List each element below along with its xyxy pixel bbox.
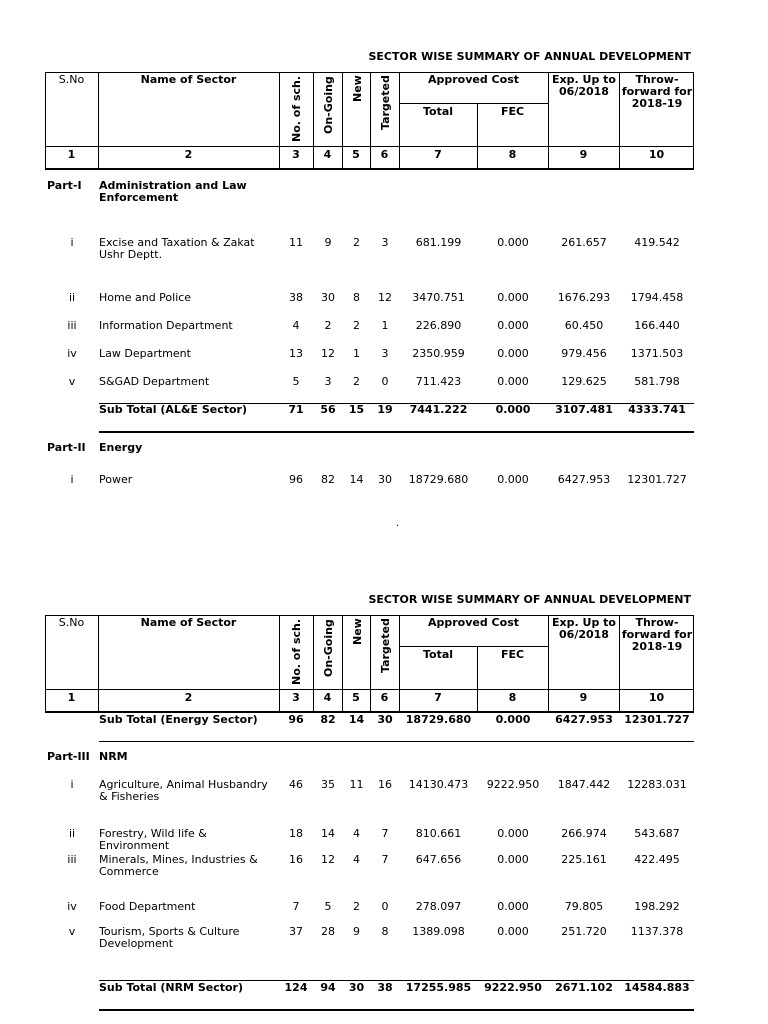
header-num: 9 — [579, 691, 588, 704]
header-num: 4 — [323, 691, 332, 704]
cell: 979.456 — [561, 347, 607, 360]
header-num: 6 — [380, 691, 389, 704]
cell: 0.000 — [497, 375, 529, 388]
cell: 1847.442 — [557, 778, 611, 791]
cell: 2671.102 — [555, 981, 613, 994]
cell: 6427.953 — [557, 473, 611, 486]
cell: 7 — [292, 900, 300, 913]
header-num: 1 — [67, 148, 76, 161]
page-title: SECTOR WISE SUMMARY OF ANNUAL DEVELOPMENT — [368, 50, 691, 63]
divider — [99, 1009, 694, 1011]
cell: 12301.727 — [624, 713, 690, 726]
cell: 12283.031 — [627, 778, 687, 791]
cell: 0.000 — [497, 236, 529, 249]
subtotal-name: Sub Total (NRM Sector) — [99, 981, 243, 994]
part-label: Part-III — [47, 750, 90, 763]
cell: 1137.378 — [630, 925, 684, 938]
row-name: Power — [99, 473, 133, 486]
cell: 38 — [377, 981, 393, 994]
row-sno: iv — [67, 347, 77, 360]
header-no-sch: No. of sch. — [290, 618, 303, 685]
cell: 11 — [289, 236, 303, 249]
cell: 9222.950 — [486, 778, 540, 791]
header-num: 5 — [352, 148, 360, 161]
header-new: New — [351, 618, 364, 645]
cell: 11 — [349, 778, 364, 791]
cell: 60.450 — [564, 319, 604, 332]
row-name: Tourism, Sports & Culture Development — [99, 925, 240, 950]
table-header — [45, 72, 694, 170]
part-name: Energy — [99, 441, 143, 454]
header-targeted: Targeted — [379, 75, 392, 130]
cell: 96 — [289, 473, 303, 486]
cell: 3107.481 — [555, 403, 613, 416]
cell: 2 — [324, 319, 332, 332]
cell: 37 — [289, 925, 303, 938]
header-ongoing: On-Going — [322, 76, 335, 134]
cell: 8 — [381, 925, 389, 938]
row-sno: ii — [68, 827, 76, 840]
row-sno: iii — [67, 319, 77, 332]
cell: 0.000 — [497, 853, 529, 866]
part-name: Administration and Law Enforcement — [99, 179, 247, 204]
part-label: Part-II — [47, 441, 86, 454]
header-num: 9 — [579, 148, 588, 161]
header-throw: Throw-forward for 2018-19 — [621, 616, 693, 653]
divider — [99, 431, 694, 433]
header-ongoing: On-Going — [322, 619, 335, 677]
cell: 8 — [353, 291, 360, 304]
header-num: 1 — [67, 691, 76, 704]
header-num: 4 — [323, 148, 332, 161]
cell: 28 — [321, 925, 335, 938]
cell: 1794.458 — [630, 291, 684, 304]
header-fec: FEC — [500, 105, 525, 118]
cell: 96 — [288, 713, 304, 726]
cell: 2 — [353, 375, 360, 388]
cell: 30 — [348, 981, 365, 994]
cell: 12 — [321, 347, 335, 360]
row-sno: v — [68, 375, 76, 388]
cell: 9 — [353, 925, 360, 938]
header-no-sch: No. of sch. — [290, 75, 303, 142]
header-num: 7 — [434, 691, 442, 704]
cell: 251.720 — [561, 925, 607, 938]
header-exp: Exp. Up to 06/2018 — [552, 616, 616, 641]
cell: 0 — [381, 375, 389, 388]
header-num: 2 — [184, 148, 193, 161]
subtotal-name: Sub Total (Energy Sector) — [99, 713, 258, 726]
cell: 5 — [292, 375, 300, 388]
cell: 1 — [381, 319, 389, 332]
header-num: 3 — [292, 148, 300, 161]
row-name: Forestry, Wild life & Environment — [99, 827, 207, 852]
cell: 82 — [320, 713, 336, 726]
cell: 647.656 — [415, 853, 462, 866]
header-exp: Exp. Up to 06/2018 — [552, 73, 616, 98]
header-num: 8 — [508, 691, 517, 704]
row-name: S&GAD Department — [99, 375, 210, 388]
page-dot: . — [396, 518, 400, 529]
header-name: Name of Sector — [140, 73, 237, 86]
cell: 13 — [289, 347, 303, 360]
cell: 198.292 — [634, 900, 680, 913]
cell: 18 — [289, 827, 303, 840]
header-total: Total — [422, 648, 454, 661]
cell: 1676.293 — [557, 291, 611, 304]
cell: 30 — [321, 291, 335, 304]
cell: 0.000 — [497, 473, 529, 486]
cell: 30 — [378, 473, 392, 486]
cell: 19 — [377, 403, 393, 416]
cell: 18729.680 — [408, 473, 469, 486]
cell: 14 — [321, 827, 335, 840]
cell: 6427.953 — [555, 713, 613, 726]
cell: 3 — [324, 375, 332, 388]
row-sno: i — [70, 236, 74, 249]
cell: 266.974 — [561, 827, 607, 840]
cell: 0.000 — [495, 713, 531, 726]
cell: 9222.950 — [484, 981, 542, 994]
row-name: Home and Police — [99, 291, 192, 304]
cell: 46 — [289, 778, 303, 791]
cell: 0.000 — [495, 403, 531, 416]
cell: 4 — [353, 853, 360, 866]
row-sno: v — [68, 925, 76, 938]
header-name: Name of Sector — [140, 616, 237, 629]
cell: 129.625 — [561, 375, 607, 388]
cell: 17255.985 — [405, 981, 472, 994]
header-total: Total — [422, 105, 454, 118]
cell: 2 — [353, 319, 360, 332]
cell: 0 — [381, 900, 389, 913]
header-sno: S.No — [58, 616, 85, 629]
header-num: 5 — [352, 691, 360, 704]
cell: 1 — [353, 347, 360, 360]
cell: 12 — [321, 853, 335, 866]
cell: 4 — [292, 319, 300, 332]
cell: 1389.098 — [412, 925, 465, 938]
cell: 14 — [349, 473, 364, 486]
row-sno: i — [70, 778, 74, 791]
cell: 0.000 — [497, 900, 529, 913]
cell: 3 — [381, 236, 389, 249]
header-targeted: Targeted — [379, 618, 392, 673]
cell: 35 — [321, 778, 335, 791]
cell: 38 — [289, 291, 303, 304]
cell: 681.199 — [415, 236, 462, 249]
cell: 4333.741 — [628, 403, 686, 416]
cell: 82 — [321, 473, 335, 486]
row-sno: i — [70, 473, 74, 486]
cell: 810.661 — [415, 827, 462, 840]
cell: 3470.751 — [412, 291, 465, 304]
cell: 0.000 — [497, 291, 529, 304]
header-num: 2 — [184, 691, 193, 704]
header-num: 3 — [292, 691, 300, 704]
cell: 56 — [320, 403, 336, 416]
row-sno: iii — [67, 853, 77, 866]
cell: 2 — [353, 900, 360, 913]
cell: 422.495 — [634, 853, 680, 866]
cell: 5 — [324, 900, 332, 913]
cell: 12 — [378, 291, 392, 304]
cell: 419.542 — [634, 236, 680, 249]
row-sno: iv — [67, 900, 77, 913]
header-num: 6 — [380, 148, 389, 161]
row-name: Law Department — [99, 347, 191, 360]
cell: 18729.680 — [405, 713, 472, 726]
cell: 0.000 — [497, 319, 529, 332]
cell: 71 — [288, 403, 304, 416]
header-sno: S.No — [58, 73, 85, 86]
cell: 16 — [378, 778, 392, 791]
cell: 0.000 — [497, 925, 529, 938]
header-approved-cost: Approved Cost — [427, 616, 519, 629]
cell: 166.440 — [634, 319, 680, 332]
header-num: 8 — [508, 148, 517, 161]
row-sno: ii — [68, 291, 76, 304]
cell: 30 — [377, 713, 393, 726]
row-name: Excise and Taxation & Zakat Ushr Deptt. — [99, 236, 255, 261]
subtotal-name: Sub Total (AL&E Sector) — [99, 403, 247, 416]
cell: 79.805 — [564, 900, 604, 913]
header-fec: FEC — [500, 648, 525, 661]
row-name: Agriculture, Animal Husbandry & Fisheries — [99, 778, 268, 803]
header-num: 10 — [648, 691, 665, 704]
header-approved-cost: Approved Cost — [427, 73, 519, 86]
cell: 15 — [348, 403, 365, 416]
table-header — [45, 615, 694, 713]
cell: 7 — [381, 853, 389, 866]
cell: 0.000 — [497, 347, 529, 360]
part-label: Part-I — [47, 179, 82, 192]
header-num: 10 — [648, 148, 665, 161]
cell: 261.657 — [561, 236, 607, 249]
cell: 543.687 — [634, 827, 680, 840]
header-throw: Throw-forward for 2018-19 — [621, 73, 693, 110]
row-name: Food Department — [99, 900, 196, 913]
header-num: 7 — [434, 148, 442, 161]
cell: 94 — [320, 981, 336, 994]
cell: 3 — [381, 347, 389, 360]
cell: 581.798 — [634, 375, 680, 388]
cell: 14 — [348, 713, 365, 726]
cell: 226.890 — [415, 319, 462, 332]
cell: 16 — [289, 853, 303, 866]
cell: 12301.727 — [627, 473, 687, 486]
cell: 7441.222 — [409, 403, 468, 416]
cell: 0.000 — [497, 827, 529, 840]
cell: 2350.959 — [412, 347, 465, 360]
cell: 278.097 — [415, 900, 462, 913]
cell: 14584.883 — [624, 981, 690, 994]
cell: 7 — [381, 827, 389, 840]
cell: 4 — [353, 827, 360, 840]
header-new: New — [351, 75, 364, 102]
row-name: Information Department — [99, 319, 233, 332]
cell: 124 — [284, 981, 308, 994]
part-name: NRM — [99, 750, 128, 763]
cell: 225.161 — [561, 853, 607, 866]
row-name: Minerals, Mines, Industries & Commerce — [99, 853, 258, 878]
divider — [99, 741, 694, 742]
cell: 1371.503 — [630, 347, 684, 360]
page-title: SECTOR WISE SUMMARY OF ANNUAL DEVELOPMENT — [368, 593, 691, 606]
cell: 9 — [324, 236, 332, 249]
cell: 14130.473 — [408, 778, 469, 791]
cell: 2 — [353, 236, 360, 249]
cell: 711.423 — [415, 375, 462, 388]
